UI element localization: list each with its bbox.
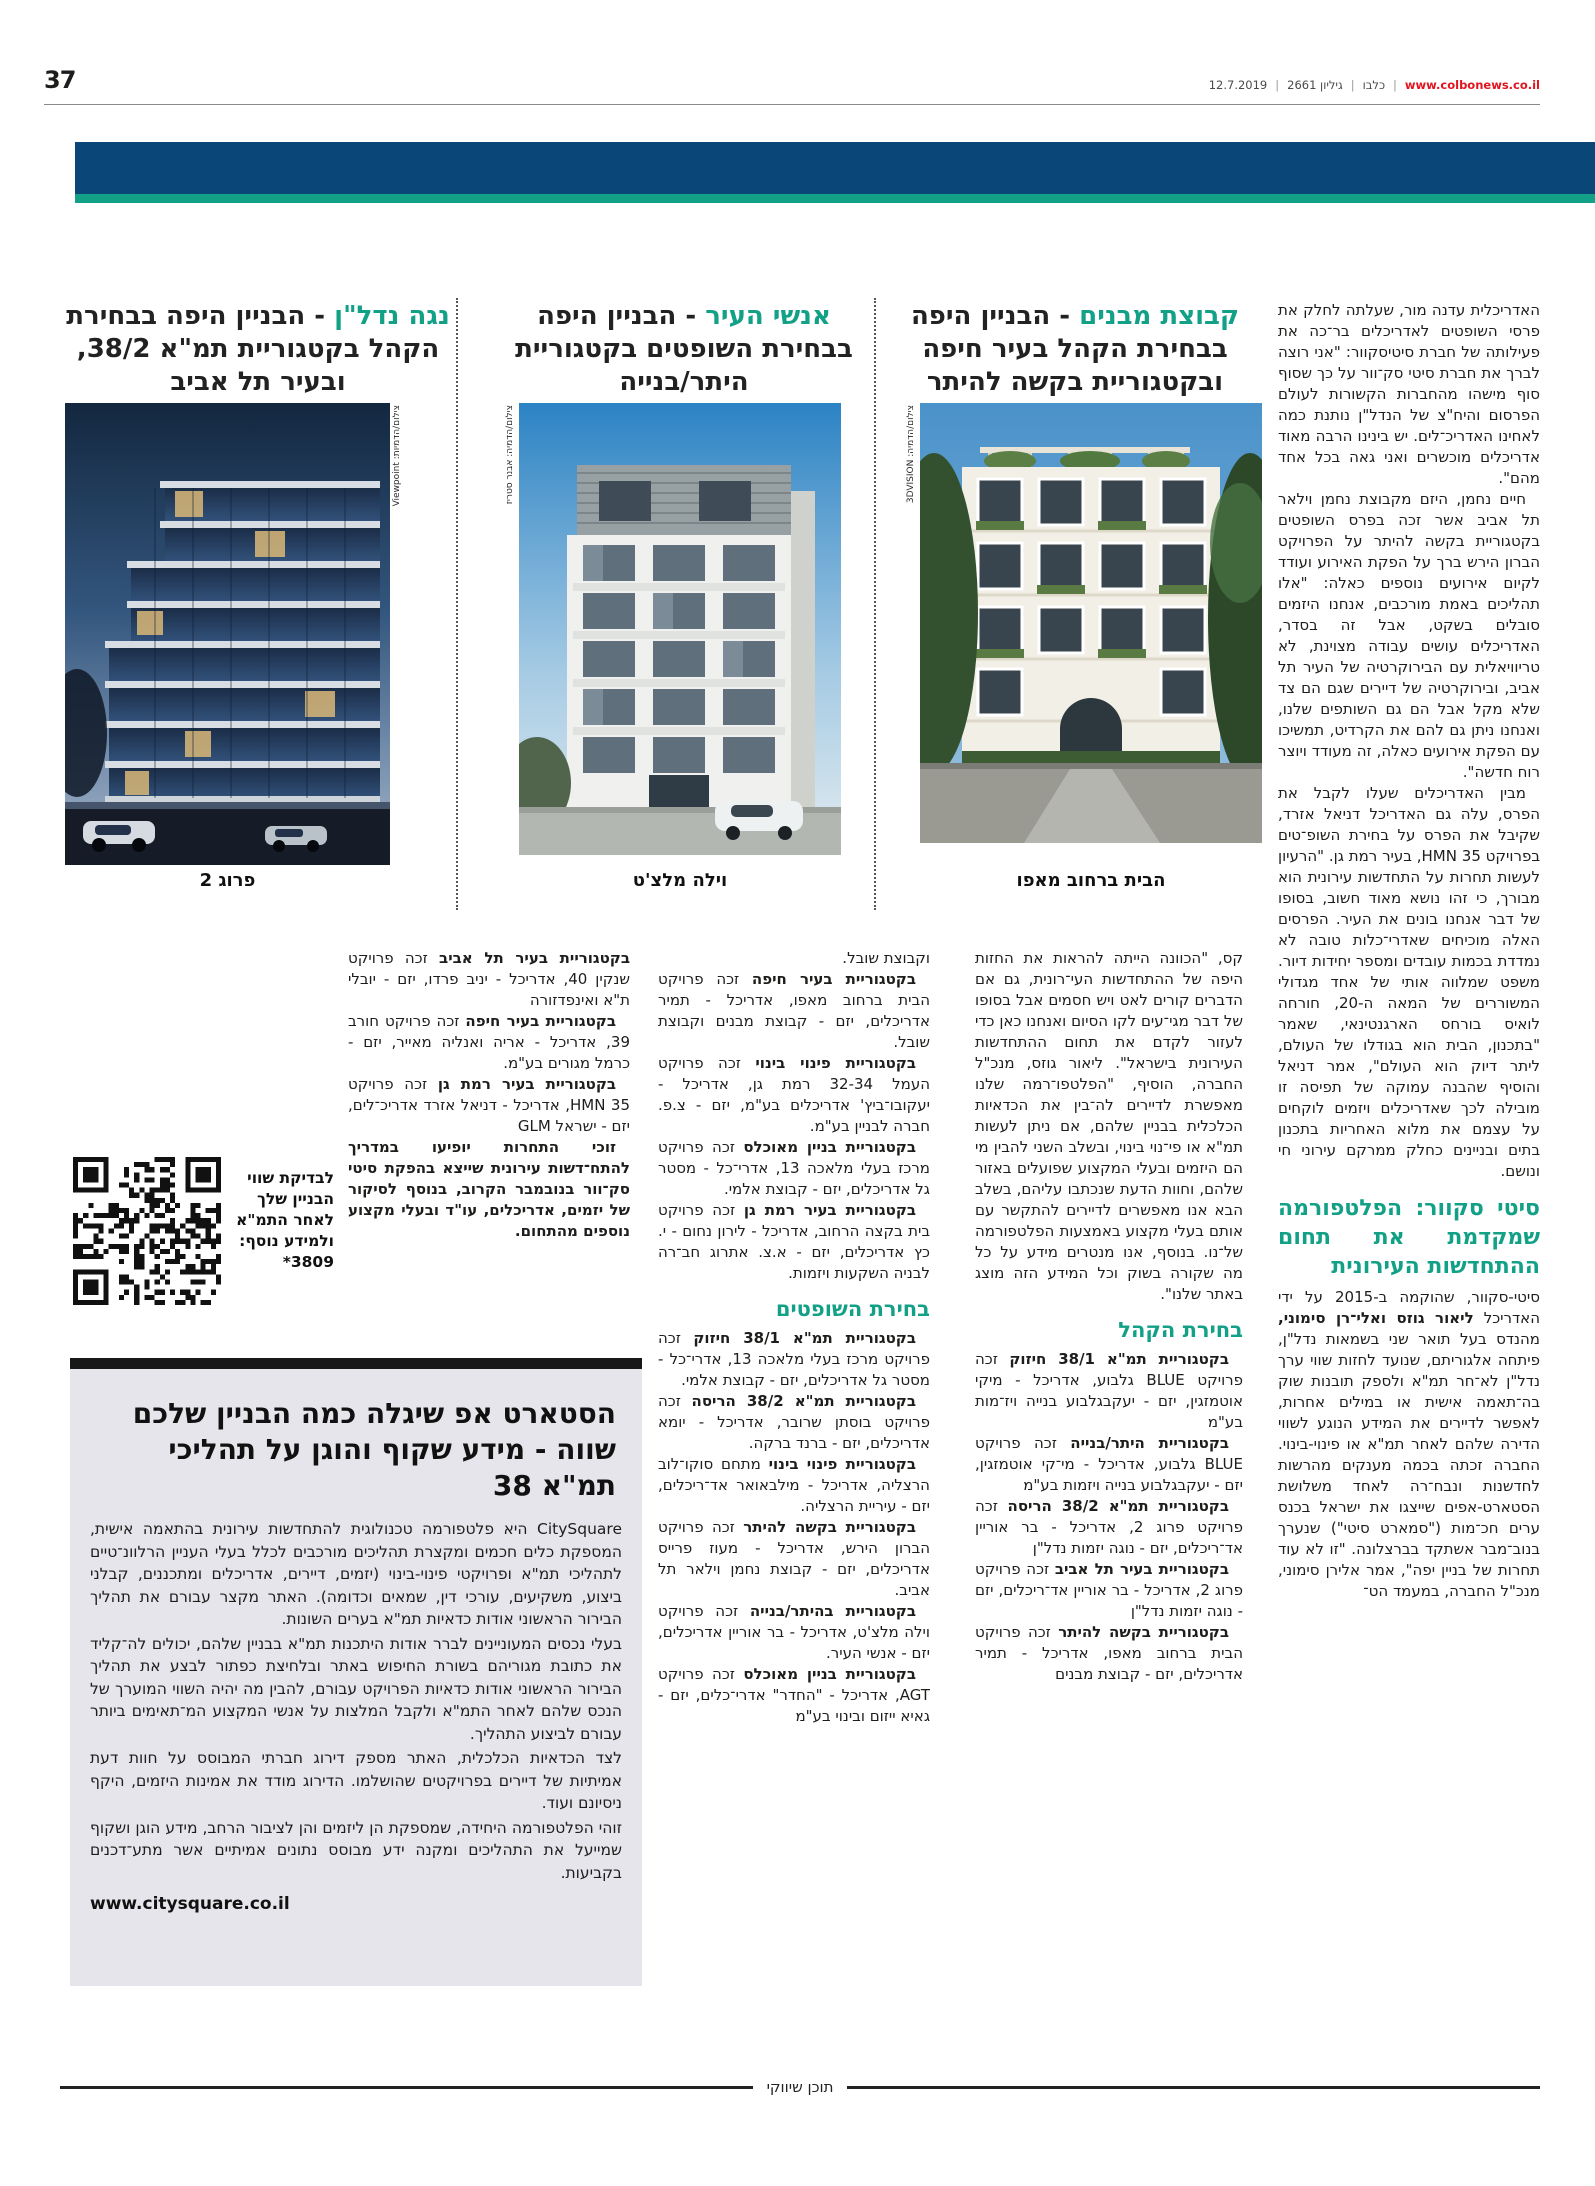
brand-name: נגה נדל"ן (334, 301, 450, 331)
article-paragraph: מבין האדריכלים שעלו לקבל את הפרס, עלה גם האדריכל דניאל אזרד, שקיבל את הפרס על בחירת השופ־טים בפרויקט HMN 35, בעיר רמת גן. "הרעיון לעשות תחרות על התחדשות עירונית הוא מבורך, כי זהו נושא מאוד חשוב, בסופו של דבר אנחנו בונים את העיר. הפרסים האלה מוכיחים שאדרי־כלות טובה לא נמדדת בכמות עובדים ומספר יחידות דיור. משפט שמלווה אותי של אחד מגדולי המשוררים של המאה ה-20, חורחה לואיס בורחס הארגנטינאי, שאמר "בתכנון, הבית הוא בגודלו של העולם, ליתר דיוק הוא העולם", אמר דניאל והוסיף שהבנה עמוקה של תפיסה זו מובילה לכך שאדריכלים ויזמים לוקחים על עצמם את מלוא האחריות בתכנון בתים ובניינים כחלק ממרקם עירוני חי ונושם. (1278, 784, 1540, 1180)
award-details: זכה פרויקט בוסתן שרובר, אדריכל - יומא אדריכלים, יזם - ברנד ברקה. (658, 1392, 930, 1452)
citysquare-promo-box (70, 1358, 642, 1986)
award-category: בקטגוריית בניין מאוכלס (743, 1665, 917, 1683)
award-item (975, 1496, 1243, 1559)
award-item (348, 1074, 630, 1137)
award-details: זכה פרויקט HMN 35, אדריכל - דניאל אזרד אדריכ־לים, יזם - ישראל GLM (348, 1075, 630, 1135)
footer (60, 2078, 1540, 2096)
building-photo-frug2 (65, 403, 390, 865)
paragraph-text: סיטי-סקוור, שהוקמה ב-2015 על ידי האדריכל (1278, 1288, 1540, 1327)
qr-phone-number: *3809 (282, 1253, 334, 1271)
qr-caption (228, 1168, 334, 1273)
award-details: מתחם סוקו־לוב הרצליה, אדריכל - מילבאואר אד־ריכלים, יזם - עיריית הרצליה. (658, 1455, 930, 1515)
masthead-site-link[interactable]: www.colbonews.co.il (1404, 78, 1540, 92)
award-category: בקטגוריית בעיר חיפה (751, 970, 916, 988)
award-category: בקטגוריית בקשה להיתר (743, 1518, 916, 1536)
promo-paragraph: בעלי נכסים המעוניינים לברר אודות היתכנות תמ"א בבניין שלהם, יכולים לה־קליד את כתובת מגוריהם בשורת החיפוש באתר ובלחיצת כפתור לבצע את תהליך הבירור הראשוני אודות כדאיות הפרויקט עבורם, להבין מה יהיה השווי המוערך של הנכס שלהם לאחר התמ"א ולקבל המלצות על אנשי המקצוע המ־תאימים ביותר עבורם לביצוע התהליך. (90, 1634, 622, 1743)
separator: | (1350, 78, 1355, 92)
award-details: זכה פרויקט בית בקצה הרחוב, אדריכל - לירון נחום - י. כץ אדריכלים, יזם - א.צ. אתרוג חב־רה לבניה השקעות ויזמות. (658, 1201, 930, 1282)
headline-text: - הבניין היפה בבחירת הקהל בקטגוריית תמ"א 38/2, ובעיר תל אביב (66, 301, 440, 397)
promo-paragraph: זוהי הפלטפורמה היחידה, שמספקת הן ליזמים והן לציבור הרחב, מידע הוגן ושקוף שמייעל את התהליכים ומקנה ידע מבוסס נתונים אמיתיים אשר מתע־דכנים בקביעות. (90, 1818, 622, 1882)
headline-text: - הבניין היפה בבחירת השופטים בקטגוריית היתר/בנייה (515, 301, 853, 397)
footer-rule (847, 2086, 1540, 2089)
award-category: בקטגוריית בעיר רמת גן (437, 1075, 617, 1093)
award-details: זכה פרויקט מרכז בעלי מלאכה 13, אדרי־כל - מסטר גל אדריכלים, יזם - קבוצת אלמי. (658, 1138, 930, 1198)
headline-mivnim-group (880, 300, 1270, 399)
article-paragraph (1278, 1287, 1540, 1602)
photo-credit: צילום/הדמיה: אבנר סטריז (505, 405, 515, 505)
award-details: זכה פרויקט BLUE גלבוע, אדריכל - מי־קי אוטמזגין, יזם - יעקבגלבוע בנייה ויזמות בע"מ (975, 1434, 1243, 1494)
promo-paragraph: CitySquare היא פלטפורמה טכנולוגית להתחדשות עירונית בהתאמה אישית, המספקת כלים חכמים ומקצרת תהליכים מורכבים לכלל בעלי העניין הרלוונ־טיים לתהליכי תמ"א ופרויקטי פינוי-בינוי (יזמים, דיירים, אדריכלים ומתכננים, קבלני ביצוע, משקיעים, עורכי דין, שמאים וכדומה). האתר מקצר עבורם את תהליך הבירור הראשוני אודות כדאיות תמ"א בערים השונות. (90, 1520, 622, 1628)
promo-paragraph: לצד הכדאיות הכלכלית, האתר מספק דירוג חברתי המבוסס על חוות דעת אמיתיות של דיירים בפרויקטים שהושלמו. הדירוג מודד את אמינות היזמים, היקף ניסיונם ועוד. (90, 1749, 622, 1812)
founders-names: ליאור גוזס ואלי־רן סימוני, (1278, 1309, 1474, 1327)
headline-noga-nadlan (62, 300, 454, 399)
award-category: בקטגוריית פינוי בינוי (768, 1455, 916, 1473)
article-column-4 (348, 948, 630, 1348)
villa-melchett-illustration (519, 403, 841, 855)
subhead-public-choice: בחירת הקהל (1118, 1318, 1243, 1342)
award-item (658, 969, 930, 1053)
award-category: בקטגוריית פינוי בינוי (755, 1054, 916, 1072)
award-category: בקטגוריית בניין מאוכלס (743, 1138, 917, 1156)
award-item (658, 1328, 930, 1391)
photo-credit: צילום/הדמיה: 3DVISION (906, 405, 916, 504)
frug2-illustration (65, 403, 390, 865)
award-details: זכה פרויקט BLUE גלבוע, אדריכל - מיקי אוטמזגין, יזם - יעקבגלבוע בנייה ויז־מות בע"מ (975, 1350, 1243, 1431)
masthead-issue: גיליון 2661 (1287, 78, 1343, 92)
award-details: זכה פרויקט הברון הירש, אדריכל - מעוז פרייס אדריכלים, יזם - קבוצת נחמן וילאר תל אביב. (658, 1518, 930, 1599)
qr-code[interactable] (73, 1157, 221, 1305)
award-details: זכה פרויקט מרכז בעלי מלאכה 13, אדרי־כל - מסטר גל אדריכלים, יזם - קבוצת אלמי. (658, 1329, 930, 1389)
award-details: זכה פרויקט חורב 39, אדריכל - אריה ואנליה מאייר, יזם - כרמל מגורים בע"מ. (348, 1012, 630, 1072)
award-category: בקטגוריית תמ"א 38/2 הריסה (1007, 1497, 1229, 1515)
award-category: בקטגוריית תמ"א 38/1 חיזוק (1009, 1350, 1229, 1368)
award-item (975, 1349, 1243, 1433)
caption-mapu-house: הבית ברחוב מאפו (1016, 870, 1166, 891)
mapu-house-illustration (920, 403, 1262, 843)
photo-credit: צילום/הדמיות: Viewpoint (392, 405, 402, 507)
award-category: בקטגוריית בעיר חיפה (465, 1012, 617, 1030)
masthead (1209, 78, 1540, 92)
closing-note: זוכי התחרות יופיעו במדריך להתח־דשות עירונית שייצא בהפקת סיטי סק־וור בנובמבר הקרוב, בנוסף לסיקור של יזמים, אדריכלים, עו"ד ובעלי מקצוע נוספים מהתחום. (348, 1138, 630, 1240)
teal-stripe (75, 194, 1595, 203)
award-item (658, 1664, 930, 1727)
award-details: זכה פרויקט העמל 32-34 רמת גן, אדריכל - יעקובו־ביץ' אדריכלים בע"מ, יזם - צ.פ. חברה לבניין בע"מ. (658, 1054, 930, 1135)
award-item (975, 1622, 1243, 1685)
award-item (658, 1200, 930, 1284)
award-item (658, 1601, 930, 1664)
header-rule (44, 104, 1540, 105)
article-paragraph: חיים נחמן, היזם מקבוצת נחמן וילאר תל אביב אשר זכה בפרס השופטים בקטגוריית בקשה להיתר על הפרויקט הברון הירש ברך על הפקת האירוע ועודד לקיום אירועים נוספים כאלה: "אלו תהליכים באמת מורכבים, אנחנו היזמים סובלים בשקט, אבל זה בסדר, האדריכלים עושים עבודה מצוינת, לא טריוויאלית עם הבירוקרטיה של העיר תל אביב, ובירוקרטיה של דיירים שגם הם צד שלא מקל אבל הם גם השותפים שלנו, ואנחנו ניתן גם להם את הקרדיט, תמשיכו עם הפקת אירועים כאלה, זה מעודד ויוצר רוח חדשה". (1278, 490, 1540, 781)
award-item (658, 1053, 930, 1137)
footer-label: תוכן שיווקי (766, 2078, 834, 2096)
caption-villa-melchett: וילה מלצ'ט (632, 870, 728, 891)
caption-frug2: פרוג 2 (199, 870, 256, 891)
blue-banner (75, 142, 1595, 194)
promo-box-top-bar (70, 1358, 642, 1369)
award-details: זכה פרויקט פרוג 2, אדריכל - בר אוריין אד־ריכלים, יזם - נוגה יזמות נדל"ן (975, 1497, 1243, 1557)
award-item (658, 1454, 930, 1517)
article-column-3 (658, 948, 930, 1998)
award-item (348, 1011, 630, 1074)
award-category: בקטגוריית בעיר תל אביב (1054, 1560, 1229, 1578)
award-details: זכה פרויקט הבית ברחוב מאפו, אדריכל - תמיר אדריכלים, יזם - קבוצת מבנים וקבוצת שובל. (658, 970, 930, 1051)
qr-caption-text: לבדיקת שווי הבניין שלך לאחר התמ"א ולמידע נוסף: (236, 1169, 334, 1250)
article-column-main (1278, 300, 1540, 2000)
brand-name: קבוצת מבנים (1079, 301, 1240, 331)
masthead-date: 12.7.2019 (1208, 78, 1268, 92)
award-category: בקטגוריית בהיתר/בנייה (749, 1602, 917, 1620)
award-item (975, 1559, 1243, 1622)
headline-anshei-hair (495, 300, 873, 399)
award-category: בקטגוריית בעיר תל אביב (439, 949, 630, 967)
column-divider (874, 298, 876, 910)
citysquare-url-link[interactable]: www.citysquare.co.il (90, 1894, 290, 1914)
article-paragraph: קס, "הכוונה הייתה להראות את החזות היפה של ההתחדשות העי־רונית, גם אם הדברים קורים לאט ויש חסמים אבל בסופו של דבר מגי־עים לקו הסיום ואנחנו כאן כדי לעזור לקדם את תחום ההתחדשות העירונית בישראל". ליאור גוזס, מנכ"ל החברה, הוסיף, "הפלטפו־רמה שלנו מאפשרת לדיירים לה־בין את הכדאיות הכלכלית בבניין שלהם, אם ניתן לעשות תמ"א או פי־נוי בינוי, ובשלב השני להבין מי הם היזמים ובעלי המקצוע שפועלים באזור שלהם, וחוות הדעת שנכתבו עליהם, בשלב הבא אנו מאפשרים לדיירים להתקשר עם אותם בעלי מקצוע באמצעות הפלטפורמה של־נו. בנוסף, אנו מנטרים מידע על כל מה שקורה בשוק וכל המידע הזה מוצג באתר שלנו". (975, 949, 1243, 1303)
award-item (658, 1137, 930, 1200)
window-grid (583, 545, 775, 773)
separator: | (1275, 78, 1280, 92)
award-details: זכה פרויקט הבית ברחוב מאפו, אדריכל - תמיר אדריכלים, יזם - קבוצת מבנים (975, 1623, 1243, 1683)
award-category: בקטגוריית בקשה להיתר (1058, 1623, 1229, 1641)
award-category: בקטגוריית בעיר רמת גן (743, 1201, 917, 1219)
award-details: זכה פרויקט פרוג 2, אדריכל - בר אוריין אד־ריכלים, יזם - נוגה יזמות נדל"ן (975, 1560, 1243, 1620)
award-category: בקטגוריית היתר/בנייה (1070, 1434, 1230, 1452)
award-item (975, 1433, 1243, 1496)
subhead-judges-choice: בחירת השופטים (775, 1297, 930, 1321)
separator: | (1393, 78, 1397, 92)
building-photo-villa-melchett (519, 403, 841, 855)
paragraph-text: מהנדס בעל תואר שני בשמאות נדל"ן, פיתחה אלגוריתם, שנועד לחזות שווי ערך נדל"ן לא־חר תמ"א ולספק תובנות שוק בה־תאמה אישית או במילים אחרות, לאפשר לדיירים את המידע הנוגע לשווי הדירה שלהם לאחר תמ"א או פינוי-בינוי. החברה זכתה בכמה מענקים מהרשות לחדשנות ונבח־רה לאחד משלושת הסטארט-אפים שייצגו את ישראל בכנס ערים חכ־מות ("סמארט סיטי") שנערך בנוב־מבר אשתקד בברצלונה. "זו לא עוד תחרות של בניין יפה", אמר אלירן סימוני, מנכ"ל החברה, במעמד הט־ (1278, 1330, 1540, 1600)
award-item (658, 1517, 930, 1601)
continuation-text: וקבוצת שובל. (842, 949, 930, 967)
masthead-paper-name: כלבו (1362, 78, 1386, 92)
award-category: בקטגוריית תמ"א 38/2 הריסה (691, 1392, 916, 1410)
column-divider (456, 298, 458, 910)
promo-title: הסטארט אפ שיגלה כמה הבניין שלכם שווה - מידע שקוף והוגן על תהליכי תמ"א 38 (132, 1397, 616, 1502)
page-number: 37 (44, 66, 76, 94)
subhead-citysquare: סיטי סקוור: הפלטפורמה שמקדמת את תחום ההתחדשות העירונית (1278, 1196, 1540, 1279)
award-category: בקטגוריית תמ"א 38/1 חיזוק (693, 1329, 916, 1347)
brand-name: אנשי העיר (705, 301, 831, 331)
building-photo-mapu-house (920, 403, 1262, 843)
article-column-2 (975, 948, 1243, 1998)
award-details: זכה פרויקט AGT, אדריכל - "החדר" אדרי־כלים, יזם - גאיא ייזום ובינוי בע"מ (658, 1665, 930, 1725)
footer-rule (60, 2086, 753, 2089)
headline-text: - הבניין היפה בבחירת הקהל בעיר חיפה ובקטגוריית בקשה להיתר (910, 301, 1228, 397)
award-item (348, 948, 630, 1011)
article-paragraph: האדריכלית עדנה מור, שעלתה לחלק את פרסי השופטים לאדריכלים בר־כה את פעילותה של חברת סיטיסקוור: "אני רוצה לברך את חברת סיטי סק־וור על כך שסוף סוף מישהו מהחברות הקשורות לעולם הפרסום והיח"צ של הנדל"ן נותנת כמה לאחינו האדריכ־לים. יש בינינו הרבה מאוד אדריכלים מוכשרים ואני גאה בכל אחד מהם". (1278, 301, 1540, 487)
award-item (658, 1391, 930, 1454)
award-details: זכה פרויקט שנקין 40, אדריכל - יניב פרדו, יזם - יובלי ת"א ואינפדזורה (348, 949, 630, 1009)
award-details: זכה פרויקט וילה מלצ'ט, אדריכל - בר אוריין אדריכלים, יזם - אנשי העיר. (658, 1602, 930, 1662)
